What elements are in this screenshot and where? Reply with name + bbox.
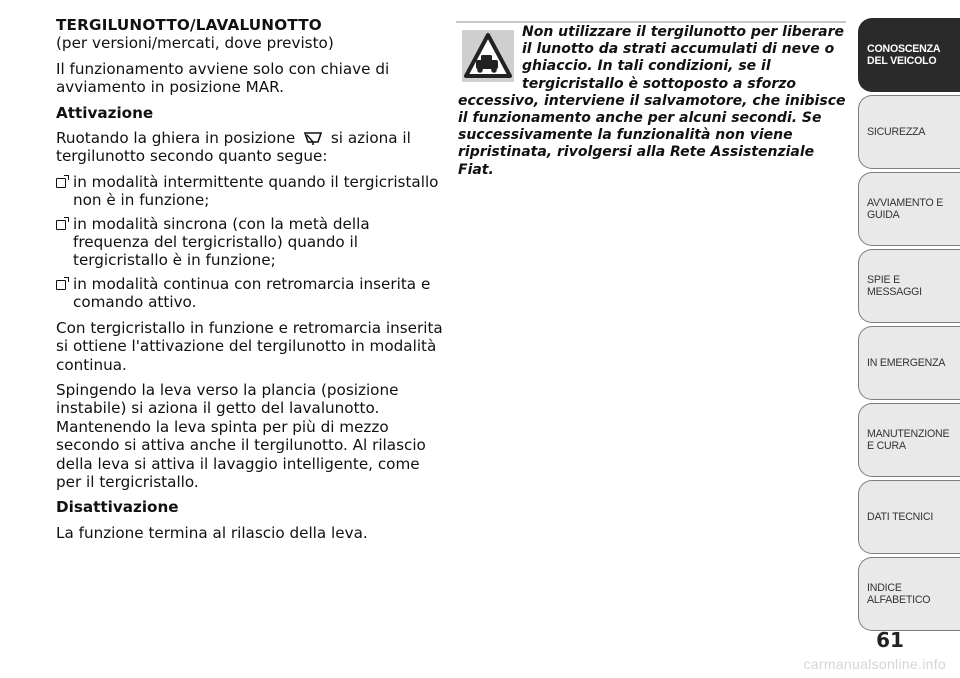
tab-label: SICUREZZA <box>867 126 926 138</box>
intro-paragraph: Il funzionamento avviene solo con chiave di avviamento in posizione MAR. <box>56 59 390 97</box>
tab-conoscenza-del-veicolo[interactable] <box>858 18 960 92</box>
tab-label: DATI TECNICI <box>867 511 934 523</box>
list-item <box>56 173 444 210</box>
tab-spie-e-messaggi[interactable] <box>858 249 960 323</box>
activation-heading: Attivazione <box>56 103 154 122</box>
tab-in-emergenza[interactable] <box>858 326 960 400</box>
bullet-text: in modalità intermittente quando il tergicristallo non è in funzione; <box>73 172 439 210</box>
list-item <box>56 275 444 312</box>
section-subtitle: (per versioni/mercati, dove previsto) <box>56 34 334 53</box>
deactivation-paragraph: La funzione termina al rilascio della leva. <box>56 523 368 542</box>
activation-text-after: si aziona il tergilunotto secondo quanto segue: <box>56 129 411 166</box>
tab-indice-alfabetico[interactable] <box>858 557 960 631</box>
bullet-text: in modalità continua con retromarcia inserita e comando attivo. <box>73 274 431 312</box>
tab-label: CONOSCENZA DEL VEICOLO <box>867 43 940 67</box>
tab-label: IN EMERGENZA <box>867 357 946 369</box>
deactivation-heading: Disattivazione <box>56 498 179 517</box>
main-column <box>56 16 444 549</box>
warning-box <box>458 24 846 179</box>
tab-avviamento-e-guida[interactable] <box>858 172 960 246</box>
tab-label: AVVIAMENTO E GUIDA <box>867 197 944 221</box>
tab-label: INDICE ALFABETICO <box>867 582 931 606</box>
warning-triangle-icon <box>462 30 514 82</box>
tab-dati-tecnici[interactable] <box>858 480 960 554</box>
tab-manutenzione-e-cura[interactable] <box>858 403 960 477</box>
watermark: carmanualsonline.info <box>803 656 946 672</box>
section-title: TERGILUNOTTO/LAVALUNOTTO <box>56 16 322 34</box>
warning-divider <box>456 21 846 23</box>
warning-text: Non utilizzare il tergilunotto per liberare il lunotto da strati accumulati di neve o ghiaccio. In tali condizioni, se il tergicristallo è sottoposto a sforzo eccessivo, interviene il salvamotore, che inibisce il funzionamento anche per alcuni secondi. Se successivamente la funzionalità non viene ripristinata, rivolgersi alla Rete Assistenziale Fiat. <box>458 24 846 178</box>
push-lever-paragraph: Spingendo la leva verso la plancia (posizione instabile) si aziona il getto del lavalunotto. Mantenendo la leva spinta per più di mezzo secondo si attiva anche il tergilunotto. Al rilascio della leva si attiva il lavaggio intelligente, come per il tergicristallo. <box>56 380 426 491</box>
page-number: 61 <box>876 628 904 652</box>
bullet-text: in modalità sincrona (con la metà della frequenza del tergicristallo) quando il tergicristallo è in funzione; <box>73 214 370 270</box>
bullet-box-icon <box>56 280 66 290</box>
bullet-box-icon <box>56 178 66 188</box>
reverse-paragraph: Con tergicristallo in funzione e retromarcia inserita si ottiene l'attivazione del tergilunotto in modalità continua. <box>56 318 443 374</box>
rear-wiper-icon <box>302 130 324 146</box>
bullet-box-icon <box>56 220 66 230</box>
list-item <box>56 215 444 270</box>
tab-label: MANUTENZIONE E CURA <box>867 428 950 452</box>
tab-label: SPIE E MESSAGGI <box>867 274 922 298</box>
tab-sicurezza[interactable] <box>858 95 960 169</box>
activation-paragraph <box>56 129 444 166</box>
activation-text-before: Ruotando la ghiera in posizione <box>56 129 296 148</box>
